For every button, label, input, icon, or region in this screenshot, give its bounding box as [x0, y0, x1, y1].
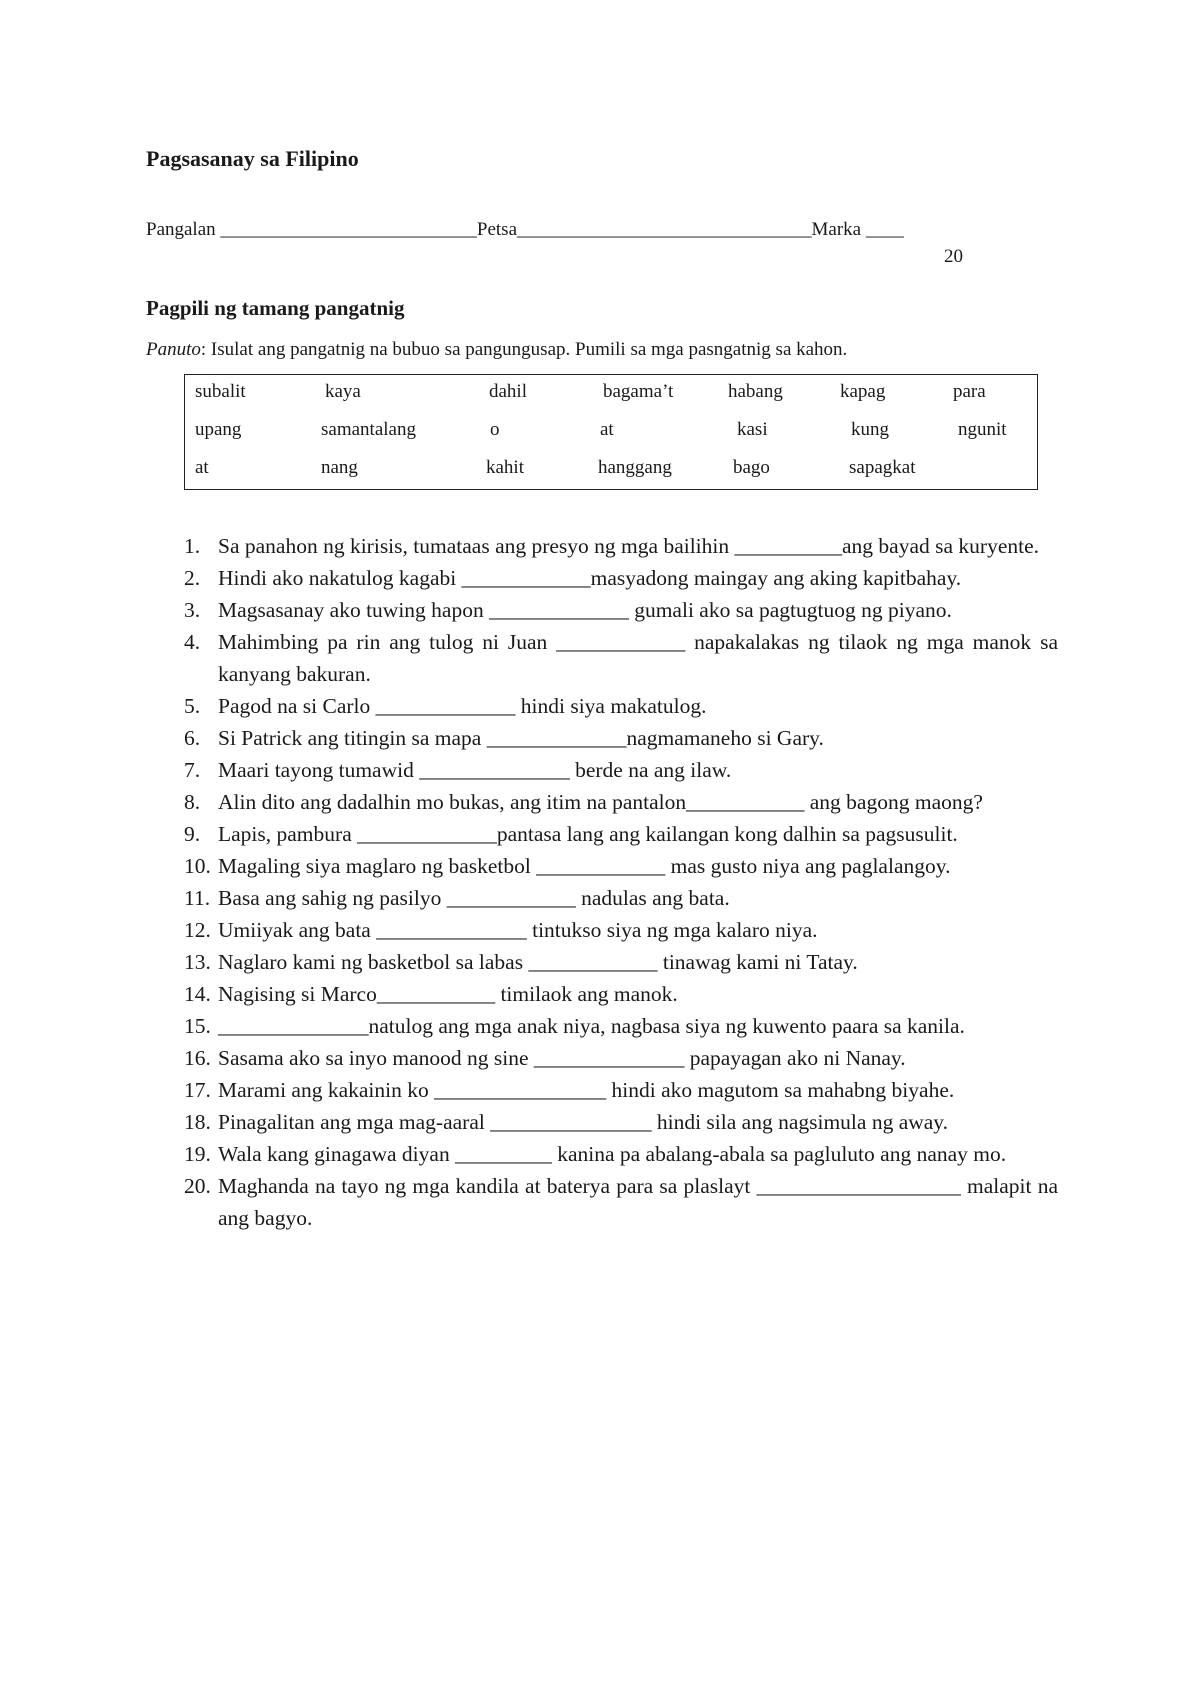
item-number: 17. — [184, 1078, 211, 1102]
word-box-item: sapagkat — [849, 457, 916, 478]
word-box-item: o — [490, 419, 500, 440]
item-text: Nagising si Marco___________ timilaok ang manok. — [218, 982, 678, 1006]
item-number: 2. — [184, 566, 201, 590]
item-text: Maari tayong tumawid ______________ berde na ang ilaw. — [218, 758, 732, 782]
item-number: 19. — [184, 1142, 211, 1166]
word-box-item: para — [953, 381, 986, 402]
word-box-item: dahil — [489, 381, 527, 402]
exercise-item — [146, 946, 1058, 978]
instructions-text: : Isulat ang pangatnig na bubuo sa pangungusap. Pumili sa mga pasngatnig sa kahon. — [200, 339, 848, 360]
item-text: Magaling siya maglaro ng basketbol ____________ mas gusto niya ang paglalangoy. — [218, 854, 951, 878]
item-text: Naglaro kami ng basketbol sa labas ____________ tinawag kami ni Tatay. — [218, 950, 858, 974]
word-box-item: kaya — [325, 381, 361, 402]
item-number: 10. — [184, 854, 211, 878]
exercise-item — [146, 626, 1058, 690]
exercise-item — [146, 1170, 1058, 1234]
item-text: Sa panahon ng kirisis, tumataas ang presyo ng mga bailihin __________ang bayad sa kuryente. — [218, 534, 1040, 558]
item-number: 12. — [184, 918, 211, 942]
item-number: 11. — [184, 886, 211, 910]
item-text: Sasama ako sa inyo manood ng sine ______________ papayagan ako ni Nanay. — [218, 1046, 906, 1070]
score-total: 20 — [944, 246, 963, 267]
item-text: Alin dito ang dadalhin mo bukas, ang itim na pantalon___________ ang bagong maong? — [218, 790, 983, 814]
word-box-item: kapag — [840, 381, 886, 402]
exercise-item — [146, 1106, 1058, 1138]
item-text: Pagod na si Carlo _____________ hindi siya makatulog. — [218, 694, 707, 718]
word-box-item: nang — [321, 457, 358, 478]
item-text: Lapis, pambura _____________pantasa lang ang kailangan kong dalhin sa pagsusulit. — [218, 822, 958, 846]
item-number: 13. — [184, 950, 211, 974]
item-number: 16. — [184, 1046, 211, 1070]
item-text: Pinagalitan ang mga mag-aaral _______________ hindi sila ang nagsimula ng away. — [218, 1110, 949, 1134]
exercise-item — [146, 978, 1058, 1010]
item-text: Basa ang sahig ng pasilyo ____________ nadulas ang bata. — [218, 886, 730, 910]
item-number: 1. — [184, 534, 201, 558]
word-box-item: samantalang — [321, 419, 416, 440]
word-box-item: subalit — [195, 381, 246, 402]
exercise-item — [146, 850, 1058, 882]
item-number: 15. — [184, 1014, 211, 1038]
instructions-label: Panuto — [146, 339, 201, 360]
page-title: Pagsasanay sa Filipino — [146, 146, 359, 171]
word-box-item: ngunit — [958, 419, 1007, 440]
item-number: 18. — [184, 1110, 211, 1134]
word-box-item: hanggang — [598, 457, 672, 478]
item-text: Maghanda na tayo ng mga kandila at baterya para sa plaslayt ___________________ malapit na ang bagyo. — [218, 1174, 1058, 1230]
word-box-item: upang — [195, 419, 242, 440]
instructions — [146, 339, 847, 361]
word-box-item: at — [195, 457, 209, 478]
item-number: 5. — [184, 694, 201, 718]
item-text: Marami ang kakainin ko ________________ hindi ako magutom sa mahabng biyahe. — [218, 1078, 955, 1102]
exercise-list — [146, 530, 1058, 1234]
exercise-item — [146, 562, 1058, 594]
word-box-item: bago — [733, 457, 770, 478]
item-text: Hindi ako nakatulog kagabi ____________masyadong maingay ang aking kapitbahay. — [218, 566, 962, 590]
exercise-item — [146, 594, 1058, 626]
item-number: 9. — [184, 822, 201, 846]
exercise-item — [146, 786, 1058, 818]
word-box-item: bagama’t — [603, 381, 674, 402]
exercise-item — [146, 1010, 1058, 1042]
item-text: Wala kang ginagawa diyan _________ kanina pa abalang-abala sa pagluluto ang nanay mo. — [218, 1142, 1007, 1166]
name-date-score-line: Pangalan ___________________________Petsa_______________________________Marka ____ — [146, 219, 904, 240]
exercise-item — [146, 914, 1058, 946]
item-number: 7. — [184, 758, 201, 782]
word-box-item: habang — [728, 381, 783, 402]
word-box — [184, 374, 1038, 490]
exercise-item — [146, 530, 1058, 562]
item-text: Magsasanay ako tuwing hapon _____________ gumali ako sa pagtugtuog ng piyano. — [218, 598, 952, 622]
section-title: Pagpili ng tamang pangatnig — [146, 296, 405, 320]
word-box-item: at — [600, 419, 614, 440]
word-box-item: kasi — [737, 419, 768, 440]
item-number: 14. — [184, 982, 211, 1006]
item-text: Si Patrick ang titingin sa mapa _____________nagmamaneho si Gary. — [218, 726, 824, 750]
item-number: 4. — [184, 630, 201, 654]
item-number: 3. — [184, 598, 201, 622]
exercise-item — [146, 1138, 1058, 1170]
item-number: 8. — [184, 790, 201, 814]
exercise-item — [146, 690, 1058, 722]
exercise-item — [146, 1042, 1058, 1074]
item-text: Umiiyak ang bata ______________ tintukso siya ng mga kalaro niya. — [218, 918, 818, 942]
exercise-item — [146, 754, 1058, 786]
word-box-item: kung — [851, 419, 889, 440]
item-number: 6. — [184, 726, 201, 750]
item-text: Mahimbing pa rin ang tulog ni Juan ____________ napakalakas ng tilaok ng mga manok sa kanyang bakuran. — [218, 630, 1058, 686]
exercise-item — [146, 1074, 1058, 1106]
word-box-item: kahit — [486, 457, 524, 478]
exercise-item — [146, 882, 1058, 914]
item-text: ______________natulog ang mga anak niya, nagbasa siya ng kuwento paara sa kanila. — [218, 1014, 965, 1038]
exercise-item — [146, 818, 1058, 850]
exercise-item — [146, 722, 1058, 754]
item-number: 20. — [184, 1174, 211, 1198]
